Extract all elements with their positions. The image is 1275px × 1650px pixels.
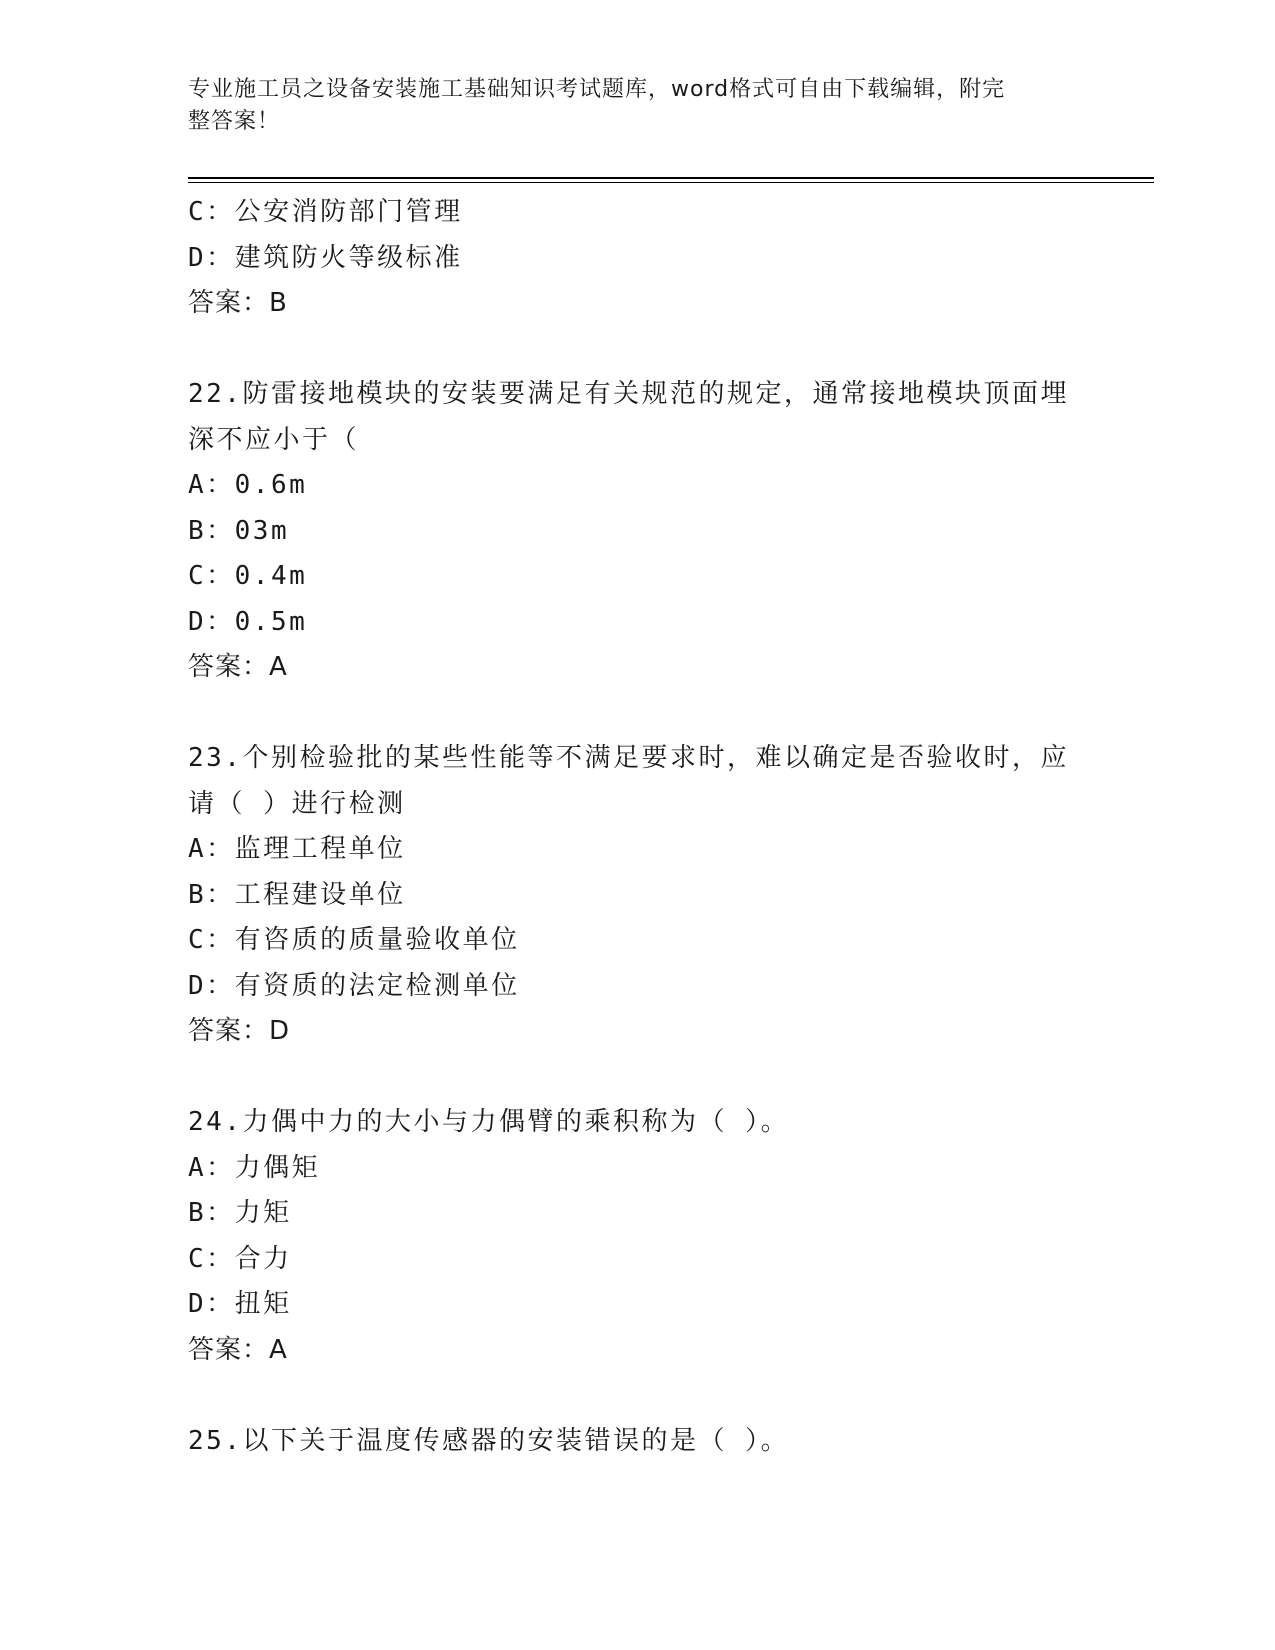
document-header <box>188 74 1068 138</box>
q24-answer: 答案：A <box>188 1334 288 1365</box>
question-23 <box>188 736 1088 1055</box>
question-21 <box>188 190 1088 327</box>
q25-stem-line-1: 25.以下关于温度传感器的安装错误的是（ ）。 <box>188 1425 790 1456</box>
question-list <box>188 190 1088 1464</box>
question-24 <box>188 1100 1088 1373</box>
q22-option-a: A：0.6m <box>188 470 308 500</box>
header-line-2: 整答案！ <box>188 109 281 134</box>
q21-answer: 答案：B <box>188 288 288 318</box>
q22-stem-line-2: 深不应小于（ <box>188 424 360 455</box>
q23-answer: 答案：D <box>188 1016 291 1046</box>
q22-answer: 答案：A <box>188 652 288 682</box>
header-divider-thick <box>188 177 1154 179</box>
q23-option-d: D：有资质的法定检测单位 <box>188 970 520 1001</box>
q23-stem-line-1: 23.个别检验批的某些性能等不满足要求时，难以确定是否验收时，应 <box>188 743 1069 773</box>
question-spacer <box>188 691 1088 737</box>
header-divider-thin <box>188 182 1154 183</box>
q24-option-d: D：扭矩 <box>188 1289 292 1319</box>
header-line-1: 专业施工员之设备安装施工基础知识考试题库，word格式可自由下载编辑，附完 <box>188 77 1006 102</box>
q22-stem-line-1: 22.防雷接地模块的安装要满足有关规范的规定，通常接地模块顶面埋 <box>188 379 1069 409</box>
q24-option-c: C：合力 <box>188 1243 292 1274</box>
q21-option-d: D：建筑防火等级标准 <box>188 242 463 273</box>
q22-option-b: B：03m <box>188 515 290 546</box>
q23-option-c: C：有咨质的质量验收单位 <box>188 925 520 955</box>
question-spacer <box>188 1373 1088 1419</box>
q23-stem-line-2: 请（ ）进行检测 <box>188 788 406 819</box>
q22-option-d: D：0.5m <box>188 606 308 637</box>
q21-option-c: C：公安消防部门管理 <box>188 197 463 227</box>
q24-option-a: A：力偶矩 <box>188 1152 321 1183</box>
question-spacer <box>188 327 1088 373</box>
question-25 <box>188 1419 1088 1465</box>
q23-option-a: A：监理工程单位 <box>188 834 406 864</box>
q22-option-c: C：0.4m <box>188 561 308 591</box>
q23-option-b: B：工程建设单位 <box>188 879 406 910</box>
question-22 <box>188 372 1088 691</box>
question-spacer <box>188 1055 1088 1101</box>
q24-option-b: B：力矩 <box>188 1198 292 1228</box>
q24-stem-line-1: 24.力偶中力的大小与力偶臂的乘积称为（ ）。 <box>188 1107 790 1137</box>
